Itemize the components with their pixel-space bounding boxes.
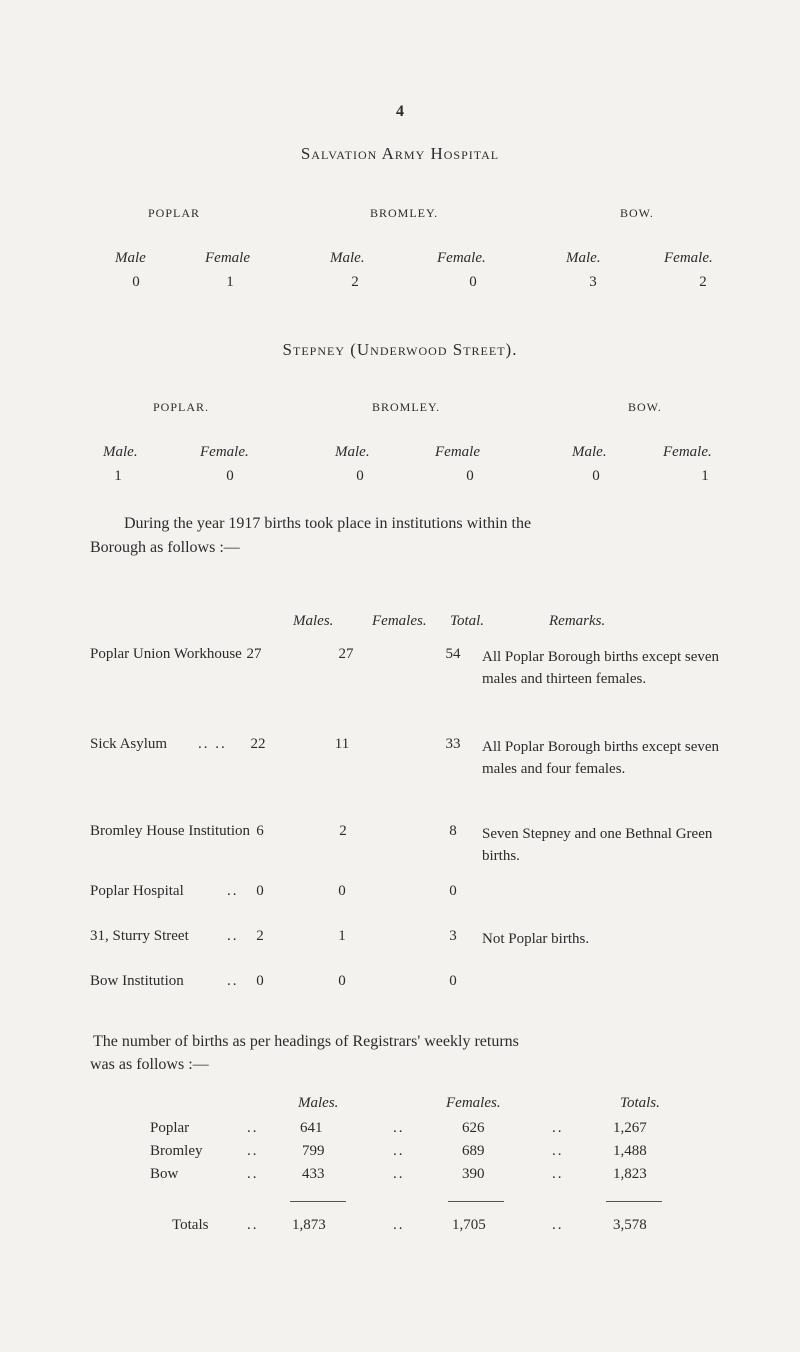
intro-line-2: Borough as follows :— [90, 539, 240, 556]
cell-value: 1 [701, 468, 709, 484]
reg-males: 433 [302, 1166, 325, 1182]
inst-header-remarks: Remarks. [549, 613, 606, 629]
inst-males: 0 [256, 883, 264, 899]
intro-line-1: During the year 1917 births took place in institutions within the [124, 515, 532, 532]
inst-name: Poplar Union Workhouse [90, 646, 242, 662]
reg-males: 799 [302, 1143, 325, 1159]
reg-totals: 1,488 [613, 1143, 647, 1159]
reg-totals: 1,823 [613, 1166, 647, 1182]
col-header: Male. [335, 444, 370, 460]
section-title-stepney: Stepney (Underwood Street). [282, 340, 518, 359]
reg-totals: 1,267 [613, 1120, 647, 1136]
inst-name: Poplar Hospital [90, 883, 184, 899]
reg-females: 626 [462, 1120, 485, 1136]
reg-totals-totals: 3,578 [613, 1217, 647, 1233]
col-header: Male. [566, 250, 601, 266]
inst-header-females: Females. [372, 613, 427, 629]
col-header: Female. [663, 444, 712, 460]
inst-males: 22 [250, 736, 266, 752]
leader-dots: .. [552, 1120, 564, 1136]
district-bromley: BROMLEY. [372, 400, 441, 414]
inst-remarks: All Poplar Borough births except seven males and thirteen females. [482, 649, 720, 687]
registrar-line-1: The number of births as per headings of Registrars' weekly returns [93, 1033, 519, 1050]
inst-name: Sick Asylum [90, 736, 168, 752]
inst-females: 1 [338, 928, 346, 944]
inst-remarks: All Poplar Borough births except seven males and four females. [482, 739, 720, 777]
col-header: Female [205, 250, 250, 266]
col-header: Male. [103, 444, 138, 460]
leader-dots: .. [552, 1217, 564, 1233]
inst-name: Bromley House Institution [90, 823, 250, 839]
district-poplar: POPLAR. [153, 400, 210, 414]
leader-dots: .. [393, 1143, 405, 1159]
inst-males: 2 [256, 928, 264, 944]
district-bow: BOW. [628, 400, 662, 414]
leader-dots: .. [247, 1217, 259, 1233]
inst-name: Bow Institution [90, 973, 184, 989]
inst-males: 0 [256, 973, 264, 989]
inst-header-males: Males. [293, 613, 334, 629]
leader-dots: .. [227, 883, 239, 899]
col-header: Female [435, 444, 480, 460]
district-bromley: BROMLEY. [370, 206, 439, 220]
inst-females: 0 [338, 973, 346, 989]
cell-value: 0 [356, 468, 364, 484]
registrar-line-2: was as follows :— [90, 1056, 209, 1073]
reg-totals-males: 1,873 [292, 1217, 326, 1233]
leader-dots: .. .. [198, 736, 227, 752]
leader-dots: .. [247, 1166, 259, 1182]
inst-total: 54 [445, 646, 461, 662]
reg-name: Bow [150, 1166, 179, 1182]
leader-dots: .. [247, 1143, 259, 1159]
reg-males: 641 [300, 1120, 323, 1136]
cell-value: 0 [226, 468, 234, 484]
district-poplar: POPLAR [148, 206, 201, 220]
cell-value: 0 [592, 468, 600, 484]
inst-remarks: Not Poplar births. [482, 931, 590, 947]
sum-rule [448, 1201, 504, 1202]
leader-dots: .. [393, 1217, 405, 1233]
inst-males: 6 [256, 823, 264, 839]
cell-value: 0 [469, 274, 477, 290]
leader-dots: .. [247, 1120, 259, 1136]
col-header: Female. [437, 250, 486, 266]
reg-name: Bromley [150, 1143, 203, 1159]
leader-dots: .. [393, 1166, 405, 1182]
sum-rule [606, 1201, 662, 1202]
inst-total: 0 [449, 973, 457, 989]
cell-value: 2 [351, 274, 359, 290]
section-title-salvation: Salvation Army Hospital [300, 144, 500, 163]
reg-header-females: Females. [446, 1095, 501, 1111]
reg-females: 689 [462, 1143, 485, 1159]
cell-value: 0 [466, 468, 474, 484]
reg-header-totals: Totals. [620, 1095, 660, 1111]
leader-dots: .. [227, 973, 239, 989]
cell-value: 1 [226, 274, 234, 290]
reg-totals-females: 1,705 [452, 1217, 486, 1233]
cell-value: 0 [132, 274, 140, 290]
inst-females: 2 [339, 823, 347, 839]
col-header: Male [115, 250, 146, 266]
page-number: 4 [396, 103, 404, 120]
inst-total: 0 [449, 883, 457, 899]
reg-totals-label: Totals [172, 1217, 209, 1233]
inst-total: 33 [445, 736, 461, 752]
district-bow: BOW. [620, 206, 654, 220]
col-header: Female. [200, 444, 249, 460]
inst-females: 11 [334, 736, 350, 752]
leader-dots: .. [227, 928, 239, 944]
reg-females: 390 [462, 1166, 485, 1182]
col-header: Female. [664, 250, 713, 266]
cell-value: 1 [114, 468, 122, 484]
inst-total: 3 [449, 928, 457, 944]
sum-rule [290, 1201, 346, 1202]
inst-header-total: Total. [450, 613, 485, 629]
inst-females: 0 [338, 883, 346, 899]
col-header: Male. [330, 250, 365, 266]
leader-dots: .. [393, 1120, 405, 1136]
col-header: Male. [572, 444, 607, 460]
reg-header-males: Males. [298, 1095, 339, 1111]
cell-value: 3 [589, 274, 597, 290]
inst-remarks: Seven Stepney and one Bethnal Green births. [482, 826, 713, 864]
inst-males: 27 [246, 646, 262, 662]
cell-value: 2 [699, 274, 707, 290]
leader-dots: .. [552, 1166, 564, 1182]
leader-dots: .. [552, 1143, 564, 1159]
inst-females: 27 [338, 646, 354, 662]
inst-total: 8 [449, 823, 457, 839]
inst-name: 31, Sturry Street [90, 928, 189, 944]
reg-name: Poplar [150, 1120, 190, 1136]
